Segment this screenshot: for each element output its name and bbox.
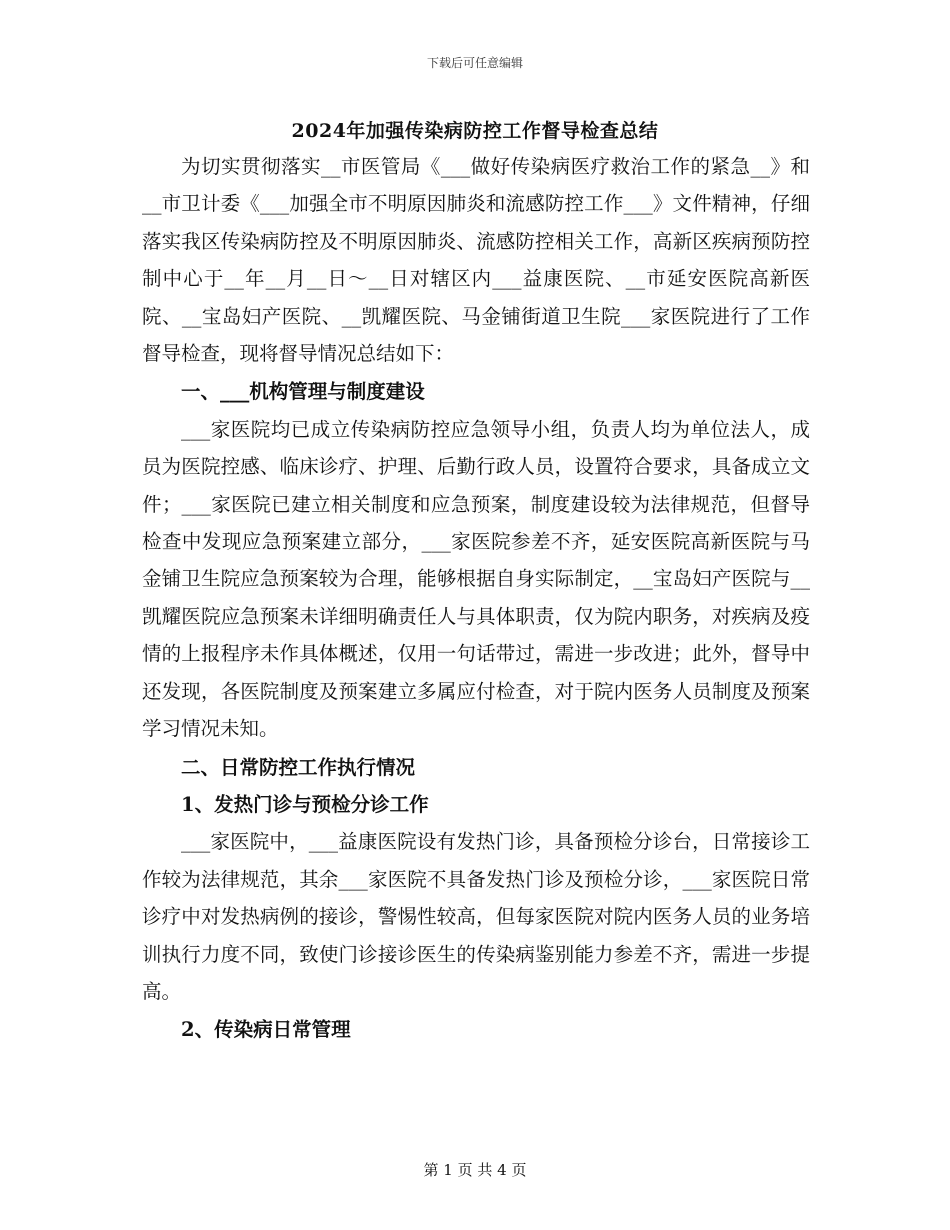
section-2-1-heading: 1、发热门诊与预检分诊工作 xyxy=(181,792,429,816)
section-2-heading: 二、日常防控工作执行情况 xyxy=(181,755,416,779)
document-body xyxy=(142,148,810,1049)
section-2-2-heading: 2、传染病日常管理 xyxy=(181,1018,351,1042)
document-title: 2024年加强传染病防控工作督导检查总结 xyxy=(291,120,659,142)
section-2-1-paragraph: ___家医院中，___益康医院设有发热门诊，具备预检分诊台，日常接诊工作较为法律规范，其余___家医院不具备发热门诊及预检分诊，___家医院日常诊疗中对发热病例的接诊，警惕性较高，但每家医院对院内医务人员的业务培训执行力度不同，致使门诊接诊医生的传染病鉴别能力参差不齐，需进一步提高。 xyxy=(142,830,810,1003)
section-1-heading: 一、___机构管理与制度建设 xyxy=(181,380,425,404)
section-1-paragraph: ___家医院均已成立传染病防控应急领导小组，负责人均为单位法人，成员为医院控感、临床诊疗、护理、后勤行政人员，设置符合要求，具备成立文件；___家医院已建立相关制度和应急预案，制度建设较为法律规范，但督导检查中发现应急预案建立部分，___家医院参差不齐，延安医院高新医院与马金铺卫生院应急预案较为合理，能够根据自身实际制定，__宝岛妇产医院与__凯耀医院应急预案未详细明确责任人与具体职责，仅为院内职务，对疾病及疫情的上报程序未作具体概述，仅用一句话带过，需进一步改进；此外，督导中还发现，各医院制度及预案建立多属应付检查，对于院内医务人员制度及预案学习情况未知。 xyxy=(142,417,810,741)
page-header-note: 下载后可任意编辑 xyxy=(426,56,523,70)
intro-paragraph: 为切实贯彻落实__市医管局《___做好传染病医疗救治工作的紧急__》和__市卫计委《___加强全市不明原因肺炎和流感防控工作___》文件精神，仔细落实我区传染病防控及不明原因肺炎、流感防控相关工作，高新区疾病预防控制中心于__年__月__日～__日对辖区内___益康医院、__市延安医院高新医院、__宝岛妇产医院、__凯耀医院、马金铺街道卫生院___家医院进行了工作督导检查，现将督导情况总结如下： xyxy=(142,155,810,366)
page-number-footer: 第 1 页 共 4 页 xyxy=(423,1161,527,1179)
